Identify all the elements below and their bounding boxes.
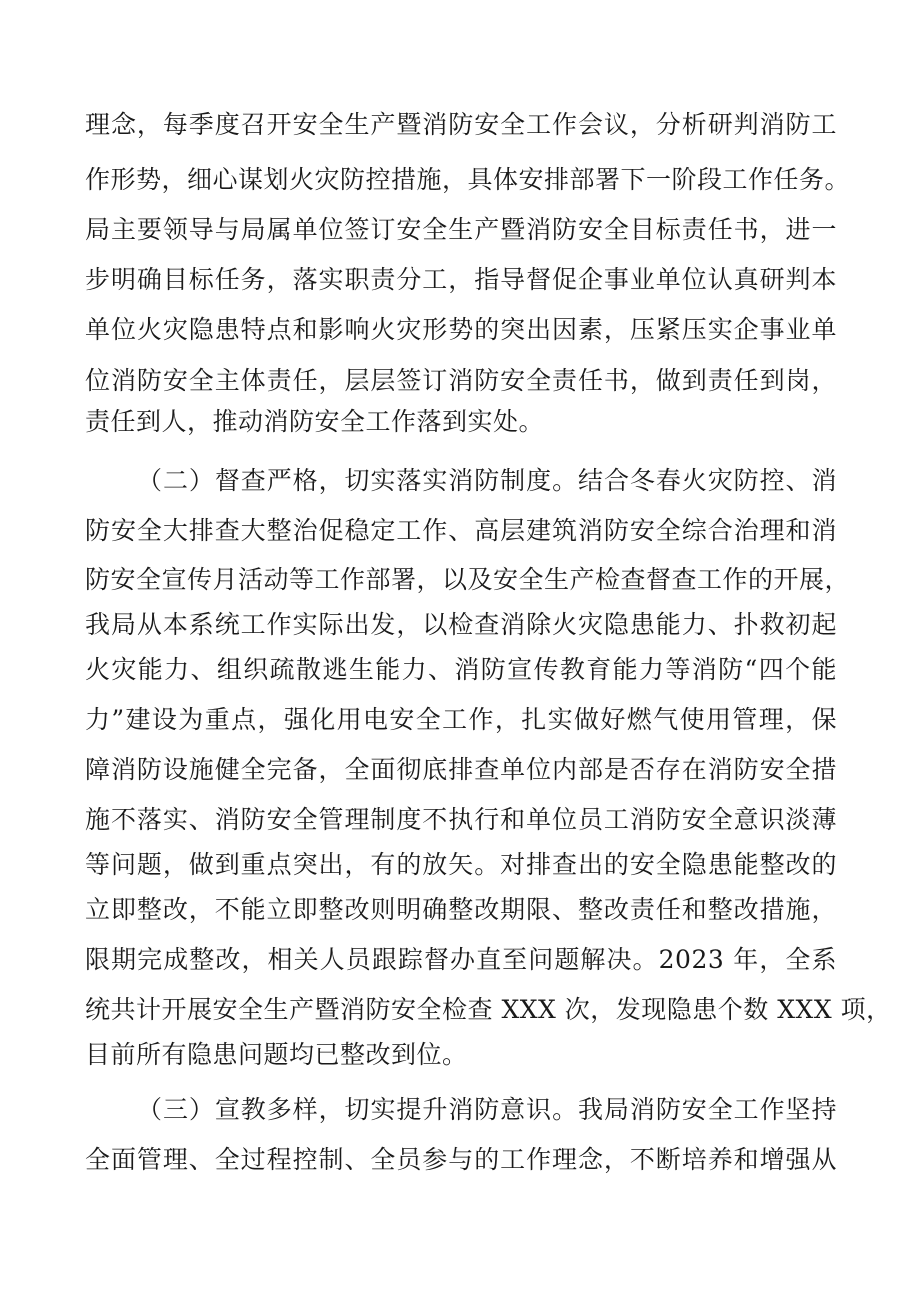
paragraph-line: 责任到人，推动消防安全工作落到实处。	[85, 407, 545, 436]
paragraph-line: 火灾能力、组织疏散逃生能力、消防宣传教育能力等消防“四个能	[85, 655, 837, 684]
paragraph-line: 步明确目标任务，落实职责分工，指导督促企事业单位认真研判本	[85, 265, 837, 294]
paragraph-line: 限期完成整改，相关人员跟踪督办直至问题解决。2023 年，全系	[85, 945, 837, 974]
paragraph-line: 目前所有隐患问题均已整改到位。	[85, 1040, 468, 1069]
paragraph-line: 理念，每季度召开安全生产暨消防安全工作会议，分析研判消防工	[85, 110, 837, 139]
paragraph-line: 作形势，细心谋划火灾防控措施，具体安排部署下一阶段工作任务。	[85, 165, 851, 194]
paragraph-line: 单位火灾隐患特点和影响火灾形势的突出因素，压紧压实企事业单	[85, 315, 837, 344]
paragraph-line: 位消防安全主体责任，层层签订消防安全责任书，做到责任到岗，	[85, 366, 837, 395]
paragraph-line: 立即整改，不能立即整改则明确整改期限、整改责任和整改措施，	[85, 895, 837, 924]
paragraph-line: 我局从本系统工作实际出发，以检查消除火灾隐患能力、扑救初起	[85, 610, 837, 639]
paragraph-line: 局主要领导与局属单位签订安全生产暨消防安全目标责任书，进一	[85, 215, 837, 244]
paragraph-line: 全面管理、全过程控制、全员参与的工作理念，不断培养和增强从	[85, 1145, 837, 1174]
paragraph-line: 防安全宣传月活动等工作部署，以及安全生产检查督查工作的开展，	[85, 565, 851, 594]
paragraph-line: 障消防设施健全完备，全面彻底排查单位内部是否存在消防安全措	[85, 755, 837, 784]
paragraph-line: 防安全大排查大整治促稳定工作、高层建筑消防安全综合治理和消	[85, 516, 837, 545]
paragraph-line: （二）督查严格，切实落实消防制度。结合冬春火灾防控、消	[137, 466, 837, 495]
paragraph-line: 力”建设为重点，强化用电安全工作，扎实做好燃气使用管理，保	[85, 705, 837, 734]
paragraph-line: 施不落实、消防安全管理制度不执行和单位员工消防安全意识淡薄	[85, 805, 837, 834]
paragraph-line: （三）宣教多样，切实提升消防意识。我局消防安全工作坚持	[137, 1095, 837, 1124]
paragraph-line: 统共计开展安全生产暨消防安全检查 XXX 次，发现隐患个数 XXX 项，	[85, 995, 892, 1024]
paragraph-line: 等问题，做到重点突出，有的放矢。对排查出的安全隐患能整改的	[85, 850, 837, 879]
